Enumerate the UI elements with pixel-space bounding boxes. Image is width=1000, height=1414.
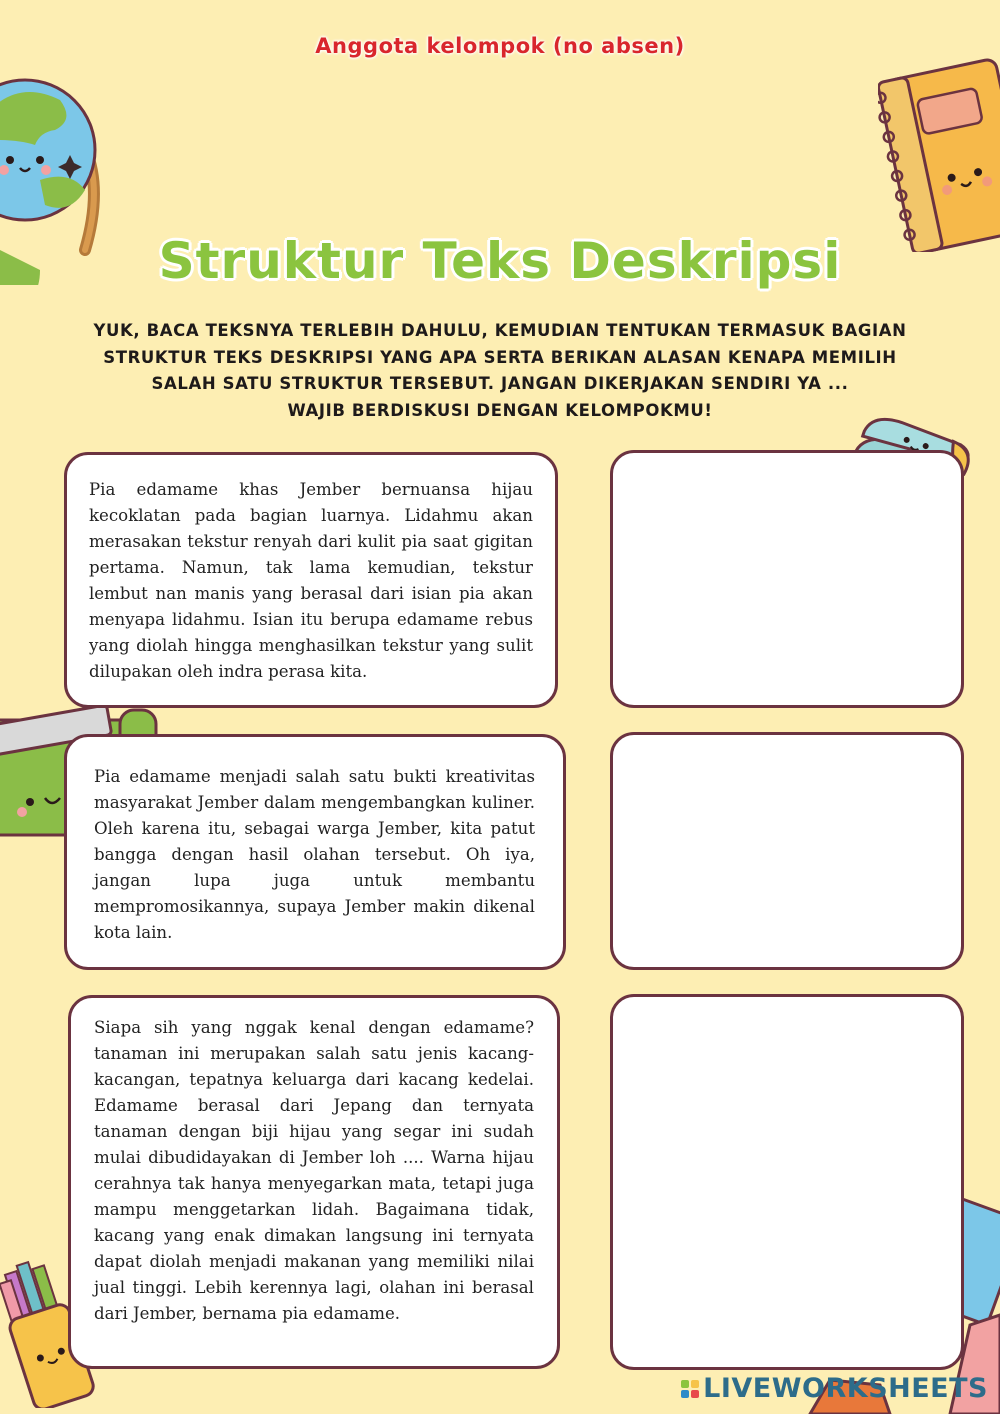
instruction-line: YUK, BACA TEKSNYA TERLEBIH DAHULU, KEMUDIAN TENTUKAN TERMASUK BAGIAN — [93, 321, 907, 340]
passage-text: Siapa sih yang nggak kenal dengan edamame? tanaman ini merupakan salah satu jenis kacang-kacangan, tepatnya keluarga dari kacang kedelai. Edamame berasal dari Jepang dan ternyata tanaman dengan biji hijau yang segar ini sudah mulai dibudidayakan di Jember loh .... Warna hijau cerahnya tak hanya menyegarkan mata, tetapi juga mampu menggetarkan lidah. Bagaimana tidak, kacang yang enak dimakan langsung ini ternyata dapat diolah menjadi makanan yang memiliki nilai jual tinggi. Lebih kerennya lagi, olahan ini berasal dari Jember, bernama pia edamame. — [94, 1018, 534, 1323]
liveworksheets-icon — [681, 1380, 699, 1398]
answer-box-2[interactable] — [610, 732, 964, 970]
page-title: Struktur Teks Deskripsi — [158, 232, 842, 290]
instruction-line: STRUKTUR TEKS DESKRIPSI YANG APA SERTA BERIKAN ALASAN KENAPA MEMILIH — [103, 347, 897, 367]
group-members-label: Anggota kelompok (no absen) — [315, 34, 685, 58]
liveworksheets-logo[interactable] — [681, 1373, 988, 1404]
passage-box-1 — [64, 452, 558, 708]
instruction-line: WAJIB BERDISKUSI DENGAN KELOMPOKMU! — [287, 400, 713, 420]
instructions — [80, 318, 920, 424]
answer-box-1[interactable] — [610, 450, 964, 708]
notebook-icon — [878, 52, 1000, 252]
passage-box-3 — [68, 995, 560, 1369]
passage-box-2 — [64, 734, 566, 970]
answer-box-3[interactable] — [610, 994, 964, 1370]
passage-text: Pia edamame khas Jember bernuansa hijau kecoklatan pada bagian luarnya. Lidahmu akan merasakan tekstur renyah dari kulit pia saat gigitan pertama. Namun, tak lama kemudian, tekstur lembut nan manis yang berasal dari isian pia akan menyapa lidahmu. Isian itu berupa edamame rebus yang diolah hingga menghasilkan tekstur yang sulit dilupakan oleh indra perasa kita. — [89, 480, 533, 681]
brand-name: LIVEWORKSHEETS — [703, 1373, 988, 1404]
instruction-line: SALAH SATU STRUKTUR TERSEBUT. JANGAN DIKERJAKAN SENDIRI YA ... — [151, 374, 849, 393]
passage-text: Pia edamame menjadi salah satu bukti kreativitas masyarakat Jember dalam mengembangkan kuliner. Oleh karena itu, sebagai warga Jember, kita patut bangga dengan hasil olahan tersebut. Oh iya, jangan lupa juga untuk membantu mempromosikannya, supaya Jember makin dikenal kota lain. — [94, 767, 535, 942]
